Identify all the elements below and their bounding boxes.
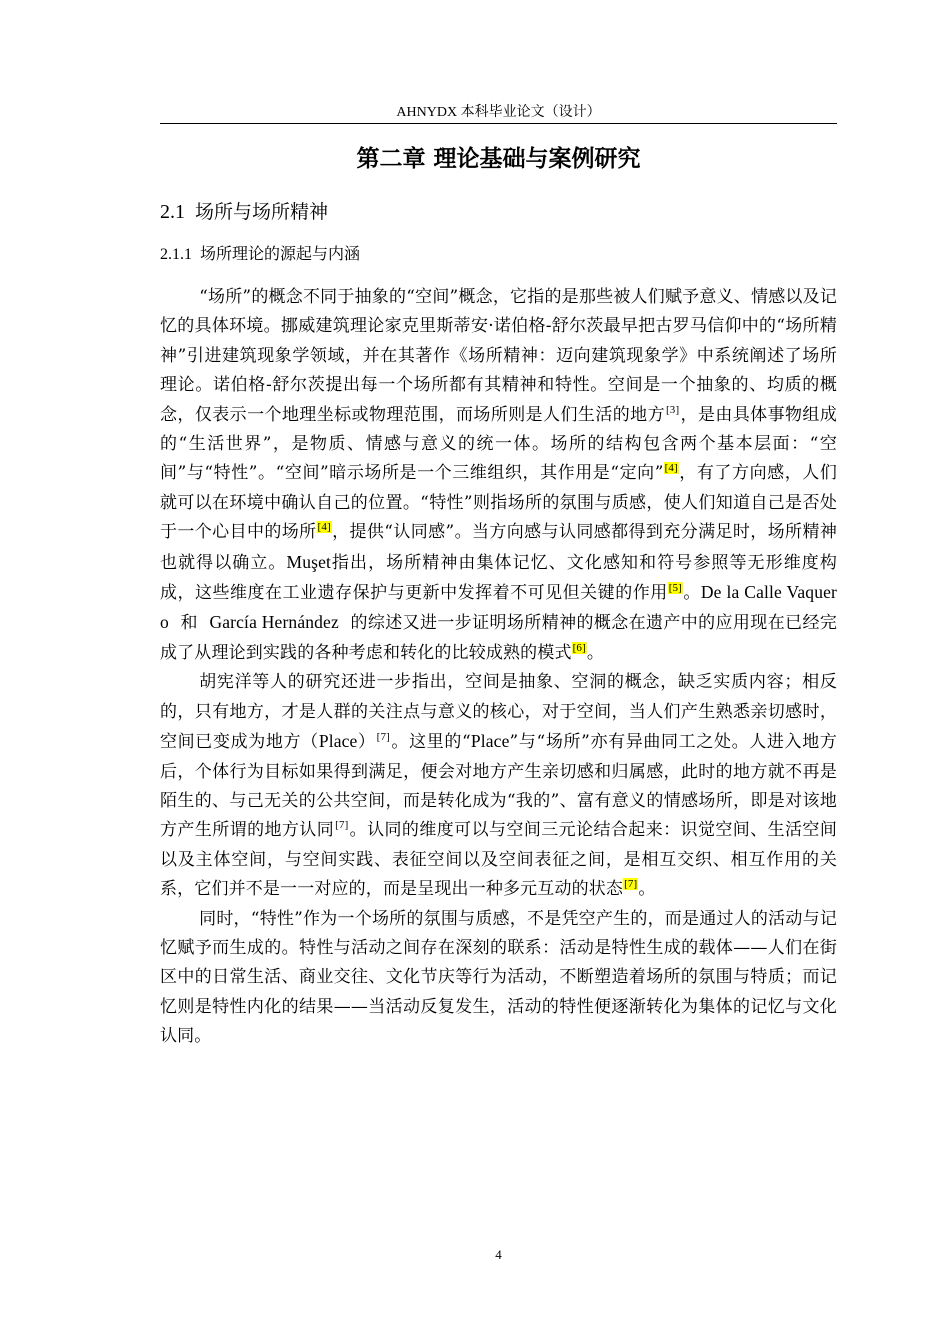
text-run: “场所”的概念不同于抽象的“空间”概念，它指的是那些被人们赋予意义、情感以及记忆的具体环境。挪威建筑理论家克里斯蒂安·诺伯格-舒尔茨最早把古罗马信仰中的“场所精神”引进建筑现象学领域，并在其著作《场所精神：迈向建筑现象学》中系统阐述了场所理论。诺伯格-舒尔茨提出每一个场所都有其精神和特性。空间是一个抽象的、均质的概念，仅表示一个地理坐标或物理范围，而场所则是人们生活的地方 xyxy=(160,287,837,425)
citation-highlighted[interactable]: [6] xyxy=(572,641,586,654)
subsection-title: 场所理论的源起与内涵 xyxy=(200,244,361,263)
text-run: 。 xyxy=(683,583,701,604)
text-run: 胡宪洋等人的研究还进一步指出，空间是抽象、空洞的概念，缺乏实质内容；相反的，只有地方，才是人群的关注点与意义的核心，对于空间，当人们产生熟悉亲切感时，空间已变成为地方（ xyxy=(160,672,837,753)
citation[interactable]: [3] xyxy=(665,403,680,416)
paragraph-2 xyxy=(160,668,837,904)
author-name: De la Calle Vaquero xyxy=(160,582,837,633)
text-run: ”与“场所”亦有异曲同工之处。人进入地方后，个体行为目标如果得到满足，便会对地方产生亲切感和归属感，此时的地方就不再是陌生的、与己无关的公共空间，而是转化成为“我的”、富有意义的情感场所，即是对该地方产生所谓的地方认同 xyxy=(160,732,837,841)
author-name: Muşet xyxy=(286,551,331,572)
section-title: 场所与场所精神 xyxy=(195,201,329,223)
page-number: 4 xyxy=(495,1247,502,1262)
term: Place xyxy=(470,731,510,752)
paragraph-3 xyxy=(160,905,837,1052)
text-run: 。认同的维度可以与空间三元论结合起来：识觉空间、生活空间以及主体空间，与空间实践、表征空间以及空间表征之间，是相互交织、相互作用的关系，它们并不是一一对应的，而是呈现出一种多元互动的状态 xyxy=(160,820,838,900)
subsection-heading xyxy=(160,242,360,267)
paragraph-1 xyxy=(160,283,837,668)
text-run: 。这里的“ xyxy=(390,732,471,753)
citation[interactable]: [7] xyxy=(335,819,349,832)
text-run: ，是由具体事物组成的“生活世界”，是物质、情感与意义的统一体。场所的结构包含两个基本层面：“空间”与“特性”。“空间”暗示场所是一个三维组织，其作用是“定向” xyxy=(160,404,837,484)
subsection-number: 2.1.1 xyxy=(160,246,192,263)
text-run: ，提供“认同感”。当方向感与认同感都得到充分满足时，场所精神也就得以确立。 xyxy=(160,522,837,573)
header-rule xyxy=(160,123,837,124)
text-run: 。 xyxy=(586,642,605,663)
text-run: ，有了方向感，人们就可以在环境中确认自己的位置。“特性”则指场所的氛围与质感，使人们知道自己是否处于一个心目中的场所 xyxy=(160,463,837,543)
body-text xyxy=(160,283,837,1052)
text-run: ） xyxy=(357,732,376,753)
citation[interactable]: [7] xyxy=(376,731,390,744)
text-run: 和 xyxy=(180,613,198,634)
citation-highlighted[interactable]: [7] xyxy=(624,878,638,891)
term: Place xyxy=(318,731,358,752)
chapter-title: 第二章 理论基础与案例研究 xyxy=(356,146,641,172)
section-heading xyxy=(160,198,328,226)
citation-highlighted[interactable]: [4] xyxy=(664,462,678,475)
text-run: 同时，“特性”作为一个场所的氛围与质感，不是凭空产生的，而是通过人的活动与记忆赋予而生成的。特性与活动之间存在深刻的联系：活动是特性生成的载体——人们在街区中的日常生活、商业交往、文化节庆等行为活动，不断塑造着场所的氛围与特质；而记忆则是特性内化的结果——当活动反复发生，活动的特性便逐渐转化为集体的记忆与文化认同。 xyxy=(160,908,837,1047)
text-run: 的综述又进一步证明场所精神的概念在遗产中的应用现在已经完成了从理论到实践的各种考虑和转化的比较成熟的模式 xyxy=(160,613,837,663)
running-header: AHNYDX 本科毕业论文（设计） xyxy=(396,105,601,120)
citation-highlighted[interactable]: [5] xyxy=(668,582,682,595)
text-run: 指出，场所精神由集体记忆、文化感知和符号参照等无形维度构成，这些维度在工业遗存保护与更新中发挥着不可见但关键的作用 xyxy=(160,552,837,604)
citation-highlighted[interactable]: [4] xyxy=(317,521,331,534)
text-run: 。 xyxy=(638,879,656,900)
section-number: 2.1 xyxy=(160,201,185,223)
author-name: García Hernández xyxy=(209,612,339,633)
